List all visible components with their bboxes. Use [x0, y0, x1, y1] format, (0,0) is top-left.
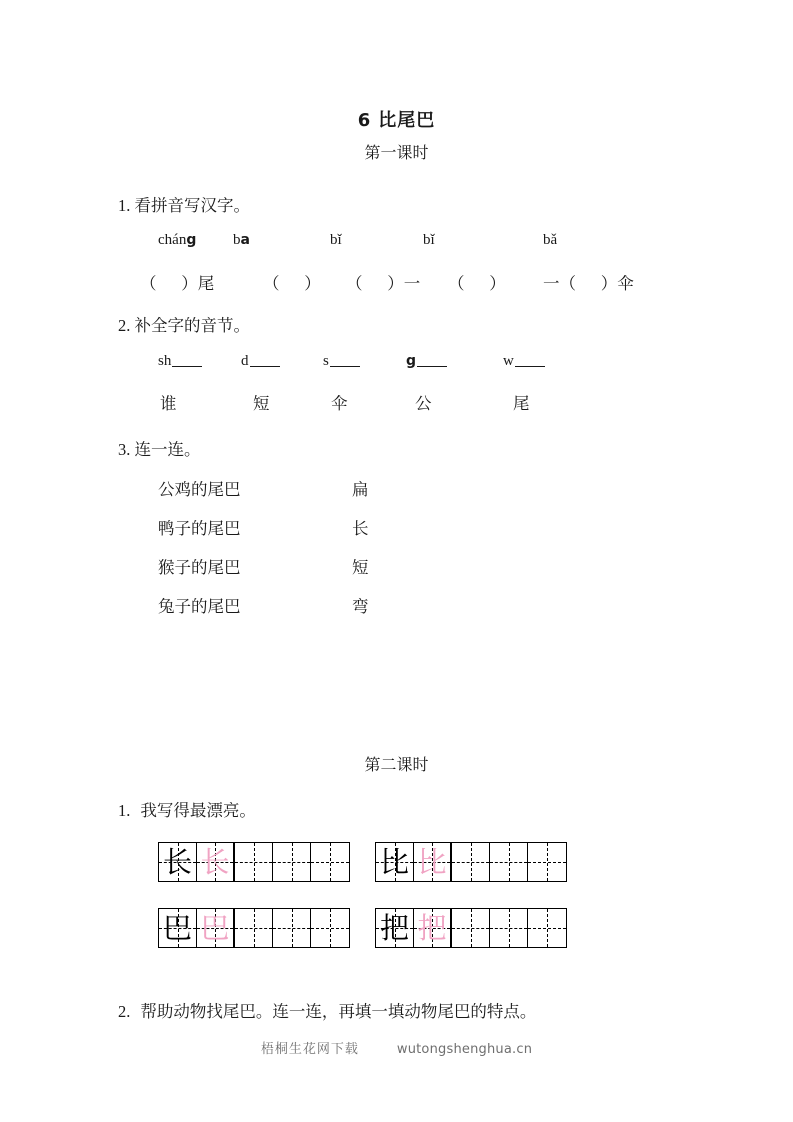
tianzige-1-cell-5[interactable]	[311, 843, 349, 881]
writing-grid-4[interactable]	[375, 908, 567, 948]
tianzige-3-trace-char: 巴	[200, 910, 230, 945]
tianzige-3[interactable]	[158, 908, 350, 948]
syllable-2-initial: d	[241, 353, 249, 369]
footer-site-cn: 梧桐生花网下载	[260, 1041, 359, 1056]
syllable-4-underline[interactable]	[417, 366, 447, 367]
match-right-item-1[interactable]: 扁	[352, 480, 369, 499]
tianzige-4-cell-2[interactable]	[414, 909, 452, 947]
tianzige-3-cell-3[interactable]	[235, 909, 273, 947]
tianzige-3-cell-2[interactable]	[197, 909, 235, 947]
tianzige-1[interactable]	[158, 842, 350, 882]
exercise-2-syllable-row	[118, 353, 678, 377]
page-title-text: 比尾巴	[378, 110, 436, 131]
lesson-heading-1: 第一课时	[364, 145, 429, 162]
tianzige-2-cell-3[interactable]	[452, 843, 490, 881]
tianzige-2-model-char: 比	[379, 844, 409, 879]
syllable-1-initial: sh	[158, 353, 172, 369]
tianzige-1-cell-3[interactable]	[235, 843, 273, 881]
pinyin-item-2	[233, 232, 250, 249]
footer-site-en: wutongshenghua.cn	[396, 1042, 533, 1057]
tianzige-1-model-char: 长	[162, 844, 192, 879]
lesson-heading-2: 第二课时	[364, 757, 429, 774]
syllable-blank-5[interactable]	[503, 353, 545, 370]
tianzige-3-cell-5[interactable]	[311, 909, 349, 947]
tianzige-4-cell-4[interactable]	[490, 909, 528, 947]
syllable-2-underline[interactable]	[250, 366, 280, 367]
writing-grid-1[interactable]	[158, 842, 350, 882]
pinyin-1-head: chán	[158, 232, 187, 248]
character-1: 谁	[160, 394, 177, 413]
tianzige-2-trace-char: 比	[417, 844, 447, 879]
tianzige-1-trace-char: 长	[200, 844, 230, 879]
bracket-blank-3[interactable]: （ ）一	[346, 274, 421, 293]
match-right-item-4[interactable]: 弯	[352, 597, 369, 616]
pinyin-item-4: bǐ	[423, 232, 435, 248]
tianzige-4[interactable]	[375, 908, 567, 948]
exercise-5-number: 2.	[118, 1002, 131, 1021]
exercise-4-label	[118, 797, 256, 821]
character-3: 伞	[331, 394, 348, 413]
tianzige-2-cell-5[interactable]	[528, 843, 566, 881]
pinyin-item-3: bǐ	[330, 232, 342, 248]
exercise-4-number: 1.	[118, 801, 131, 820]
page-title	[0, 106, 793, 132]
exercise-2-label: 2. 补全字的音节。	[118, 316, 250, 335]
pinyin-1-tail: g	[186, 232, 197, 248]
tianzige-3-model-char: 巴	[162, 910, 192, 945]
syllable-blank-1[interactable]	[158, 353, 202, 370]
bracket-blank-2[interactable]: （ ）	[263, 274, 321, 293]
tianzige-4-cell-3[interactable]	[452, 909, 490, 947]
match-right-item-2[interactable]: 长	[352, 519, 369, 538]
match-left-item-1[interactable]: 公鸡的尾巴	[158, 480, 241, 499]
syllable-1-underline[interactable]	[172, 366, 202, 367]
tianzige-4-model-char: 把	[379, 910, 409, 945]
exercise-5-label	[118, 998, 536, 1022]
match-left-item-3[interactable]: 猴子的尾巴	[158, 558, 241, 577]
match-left-item-4[interactable]: 兔子的尾巴	[158, 597, 241, 616]
syllable-blank-2[interactable]	[241, 353, 280, 370]
match-left-item-2[interactable]: 鸭子的尾巴	[158, 519, 241, 538]
tianzige-2-cell-2[interactable]	[414, 843, 452, 881]
syllable-blank-4[interactable]	[406, 353, 447, 370]
tianzige-4-cell-1[interactable]	[376, 909, 414, 947]
syllable-3-underline[interactable]	[330, 366, 360, 367]
syllable-4-initial: g	[406, 353, 417, 369]
syllable-blank-3[interactable]	[323, 353, 360, 370]
page-title-number: 6	[357, 110, 372, 131]
match-right-item-3[interactable]: 短	[352, 558, 369, 577]
tianzige-1-cell-2[interactable]	[197, 843, 235, 881]
tianzige-2-cell-4[interactable]	[490, 843, 528, 881]
character-5: 尾	[513, 394, 530, 413]
bracket-blank-1[interactable]: （ ）尾	[140, 274, 215, 293]
exercise-2-character-row	[118, 390, 678, 414]
pinyin-item-5: bǎ	[543, 232, 558, 248]
exercise-1-pinyin-row	[118, 232, 678, 254]
tianzige-4-cell-5[interactable]	[528, 909, 566, 947]
tianzige-2[interactable]	[375, 842, 567, 882]
pinyin-item-1	[158, 232, 196, 249]
footer-watermark	[0, 1038, 793, 1057]
exercise-3-label: 3. 连一连。	[118, 440, 201, 459]
exercise-4-text: 我写得最漂亮。	[140, 801, 256, 820]
exercise-5-text: 帮助动物找尾巴。连一连，再填一填动物尾巴的特点。	[140, 1002, 537, 1021]
exercise-1-label: 1. 看拼音写汉字。	[118, 196, 250, 215]
syllable-5-underline[interactable]	[515, 366, 545, 367]
writing-grid-2[interactable]	[375, 842, 567, 882]
syllable-5-initial: w	[503, 353, 514, 369]
character-4: 公	[415, 394, 432, 413]
tianzige-3-cell-1[interactable]	[159, 909, 197, 947]
tianzige-2-cell-1[interactable]	[376, 843, 414, 881]
character-2: 短	[253, 394, 270, 413]
exercise-1-answer-row	[118, 270, 698, 294]
bracket-blank-5[interactable]: 一（ ）伞	[543, 274, 634, 293]
tianzige-3-cell-4[interactable]	[273, 909, 311, 947]
pinyin-2-tail: a	[240, 232, 250, 248]
writing-grid-3[interactable]	[158, 908, 350, 948]
tianzige-4-trace-char: 把	[417, 910, 447, 945]
syllable-3-initial: s	[323, 353, 329, 369]
tianzige-1-cell-4[interactable]	[273, 843, 311, 881]
pinyin-2-head: b	[233, 232, 241, 248]
bracket-blank-4[interactable]: （ ）	[448, 274, 506, 293]
tianzige-1-cell-1[interactable]	[159, 843, 197, 881]
